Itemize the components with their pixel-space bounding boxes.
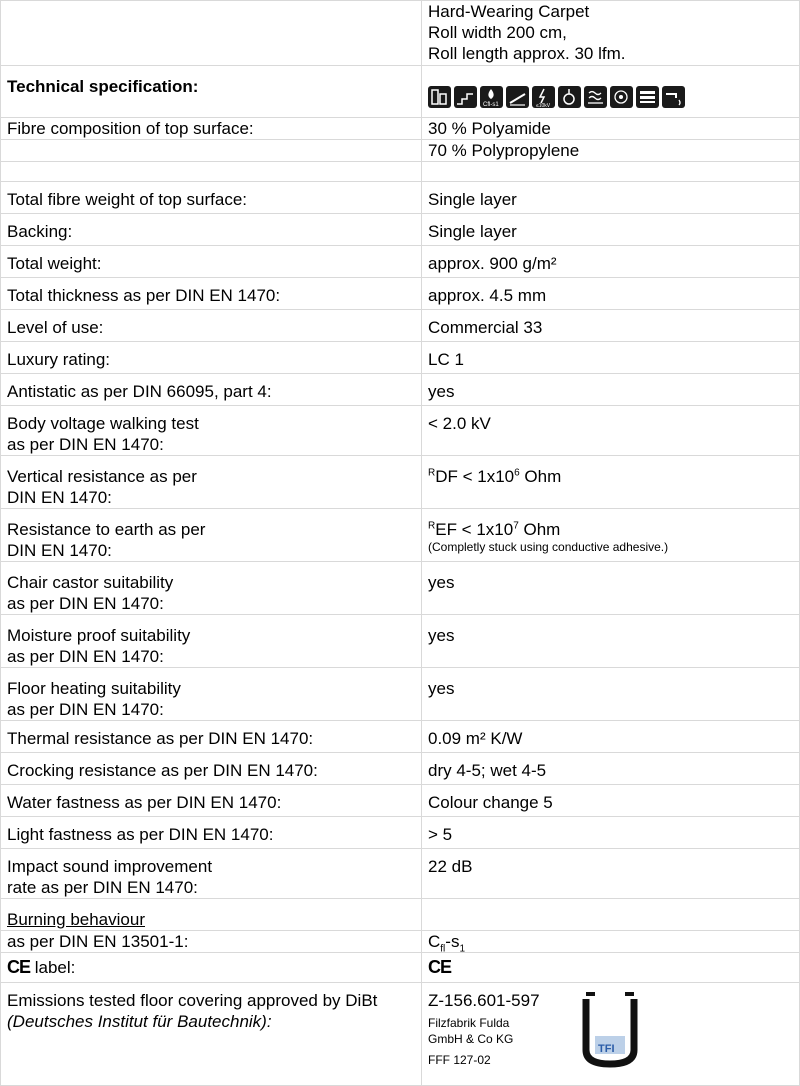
sound-icon <box>636 86 659 108</box>
total-weight-row <box>1 246 800 278</box>
fibre-weight-label: Total fibre weight of top surface: <box>1 182 422 214</box>
emissions-value: Z-156.601-597 <box>428 991 540 1010</box>
empty-cell <box>1 140 422 162</box>
impact-value: 22 dB <box>422 849 800 899</box>
burning-value <box>422 931 800 953</box>
water-value: Colour change 5 <box>422 785 800 817</box>
castor-label-line: Chair castor suitability <box>7 573 174 592</box>
body-voltage-row <box>1 406 800 456</box>
stairs-icon <box>454 86 477 108</box>
luxury-row <box>1 342 800 374</box>
earth-exponent: 7 <box>513 520 519 532</box>
castor-value: yes <box>422 562 800 615</box>
level-row <box>1 310 800 342</box>
body-voltage-label-line: Body voltage walking test <box>7 414 199 433</box>
light-value: > 5 <box>422 817 800 849</box>
header-empty-cell <box>1 1 422 66</box>
doc-code: FFF 127-02 <box>428 1053 491 1067</box>
vertical-resistance-row <box>1 456 800 509</box>
thermal-label: Thermal resistance as per DIN EN 1470: <box>1 721 422 753</box>
product-line: Roll length approx. 30 lfm. <box>428 44 626 63</box>
grass-icon <box>506 86 529 108</box>
backing-value: Single layer <box>422 214 800 246</box>
luxury-label: Luxury rating: <box>1 342 422 374</box>
backing-row <box>1 214 800 246</box>
emissions-value-cell <box>422 983 800 1086</box>
emissions-label-line: (Deutsches Institut für Bautechnik): <box>7 1012 272 1031</box>
spacer-row <box>1 162 800 182</box>
earth-resistance-value <box>422 509 800 562</box>
burning-fl: fl <box>440 943 446 953</box>
vertical-label-line: DIN EN 1470: <box>7 488 112 507</box>
heating-row <box>1 668 800 721</box>
moisture-label-line: as per DIN EN 1470: <box>7 647 164 666</box>
light-label: Light fastness as per DIN EN 1470: <box>1 817 422 849</box>
earth-note: (Completly stuck using conductive adhesive.) <box>428 540 669 554</box>
office-chair-icon <box>428 86 451 108</box>
crocking-label: Crocking resistance as per DIN EN 1470: <box>1 753 422 785</box>
product-line: Hard-Wearing Carpet <box>428 2 590 21</box>
cfl-fire-icon <box>480 86 503 108</box>
moisture-label <box>1 615 422 668</box>
earth-label-line: Resistance to earth as per <box>7 520 206 539</box>
ce-label-cell <box>1 953 422 983</box>
empty-cell <box>422 899 800 931</box>
thermal-row <box>1 721 800 753</box>
total-weight-value: approx. 900 g/m² <box>422 246 800 278</box>
empty-cell <box>1 162 422 182</box>
moisture-value: yes <box>422 615 800 668</box>
vertical-unit: Ohm <box>519 467 562 486</box>
castor-icon <box>558 86 581 108</box>
body-voltage-label-line: as per DIN EN 1470: <box>7 435 164 454</box>
thickness-value: approx. 4.5 mm <box>422 278 800 310</box>
ce-mark-icon: CE <box>7 957 31 977</box>
vertical-resistance-label <box>1 456 422 509</box>
level-value: Commercial 33 <box>422 310 800 342</box>
tech-spec-icons-cell <box>422 66 800 118</box>
cfl-icon-text: Cfl-s1 <box>483 102 499 108</box>
castor-row <box>1 562 800 615</box>
light-row <box>1 817 800 849</box>
moisture-label-line: Moisture proof suitability <box>7 626 191 645</box>
water-label: Water fastness as per DIN EN 1470: <box>1 785 422 817</box>
castor-label-line: as per DIN EN 1470: <box>7 594 164 613</box>
heating-icon <box>584 86 607 108</box>
fibre-weight-value: Single layer <box>422 182 800 214</box>
antistatic-label: Antistatic as per DIN 66095, part 4: <box>1 374 422 406</box>
heating-label-line: Floor heating suitability <box>7 679 181 698</box>
emissions-value-block <box>428 990 793 1085</box>
thickness-row <box>1 278 800 310</box>
heating-label <box>1 668 422 721</box>
impact-label-line: Impact sound improvement <box>7 857 213 876</box>
emissions-label-line: Emissions tested floor covering approved by DiBt <box>7 991 378 1010</box>
luxury-value: LC 1 <box>422 342 800 374</box>
total-weight-label: Total weight: <box>1 246 422 278</box>
antistatic-icon <box>532 86 555 108</box>
empty-cell <box>422 162 800 182</box>
heating-value: yes <box>422 668 800 721</box>
tap-icon <box>662 86 685 108</box>
earth-resistance-row <box>1 509 800 562</box>
vertical-label-line: Vertical resistance as per <box>7 467 197 486</box>
tfi-logo-text: TFI <box>598 1043 615 1055</box>
fibre-value-1: 30 % Polyamide <box>422 118 800 140</box>
earth-text: EF < 1x10 <box>435 520 514 539</box>
ce-value-cell <box>422 953 800 983</box>
antistatic-row <box>1 374 800 406</box>
tfi-logo <box>581 990 639 1068</box>
water-row <box>1 785 800 817</box>
emissions-label <box>1 983 422 1086</box>
kv-icon-text: ≤10kV <box>536 103 551 108</box>
burning-header-row <box>1 899 800 931</box>
fibre-value-2: 70 % Polypropylene <box>422 140 800 162</box>
fibre-weight-row <box>1 182 800 214</box>
thermal-value: 0.09 m² K/W <box>422 721 800 753</box>
impact-row <box>1 849 800 899</box>
r-superscript: R <box>428 467 436 479</box>
backing-label: Backing: <box>1 214 422 246</box>
ce-row <box>1 953 800 983</box>
crocking-value: dry 4-5; wet 4-5 <box>422 753 800 785</box>
ce-label: label: <box>30 958 76 977</box>
vertical-exponent: 6 <box>514 467 520 479</box>
vertical-resistance-value <box>422 456 800 509</box>
body-voltage-label <box>1 406 422 456</box>
impact-label <box>1 849 422 899</box>
earth-unit: Ohm <box>518 520 561 539</box>
crocking-row <box>1 753 800 785</box>
tech-spec-title-cell <box>1 66 422 118</box>
burning-s: -s <box>445 932 460 951</box>
burning-title: Burning behaviour <box>7 910 145 929</box>
earth-label-line: DIN EN 1470: <box>7 541 112 560</box>
body-voltage-value: < 2.0 kV <box>422 406 800 456</box>
burning-header-cell <box>1 899 422 931</box>
company-line: GmbH & Co KG <box>428 1032 514 1046</box>
emissions-row <box>1 983 800 1086</box>
company-line: Filzfabrik Fulda <box>428 1016 510 1030</box>
fibre-label: Fibre composition of top surface: <box>1 118 422 140</box>
moisture-icon <box>610 86 633 108</box>
burning-c: C <box>428 932 441 951</box>
header-row <box>1 1 800 66</box>
r-superscript: R <box>428 520 436 532</box>
ce-mark-icon: CE <box>428 957 452 977</box>
vertical-text: DF < 1x10 <box>435 467 515 486</box>
burning-label: as per DIN EN 13501-1: <box>1 931 422 953</box>
product-description <box>422 1 800 66</box>
pictogram-strip <box>428 86 793 108</box>
product-line: Roll width 200 cm, <box>428 23 567 42</box>
thickness-label: Total thickness as per DIN EN 1470: <box>1 278 422 310</box>
antistatic-value: yes <box>422 374 800 406</box>
heating-label-line: as per DIN EN 1470: <box>7 700 164 719</box>
level-label: Level of use: <box>1 310 422 342</box>
moisture-row <box>1 615 800 668</box>
impact-label-line: rate as per DIN EN 1470: <box>7 878 198 897</box>
burning-row <box>1 931 800 953</box>
castor-label <box>1 562 422 615</box>
fibre-row <box>1 118 800 140</box>
burning-one: 1 <box>459 943 466 953</box>
earth-resistance-label <box>1 509 422 562</box>
tech-spec-title: Technical specification: <box>7 77 199 96</box>
tech-spec-row <box>1 66 800 118</box>
fibre-row-2 <box>1 140 800 162</box>
